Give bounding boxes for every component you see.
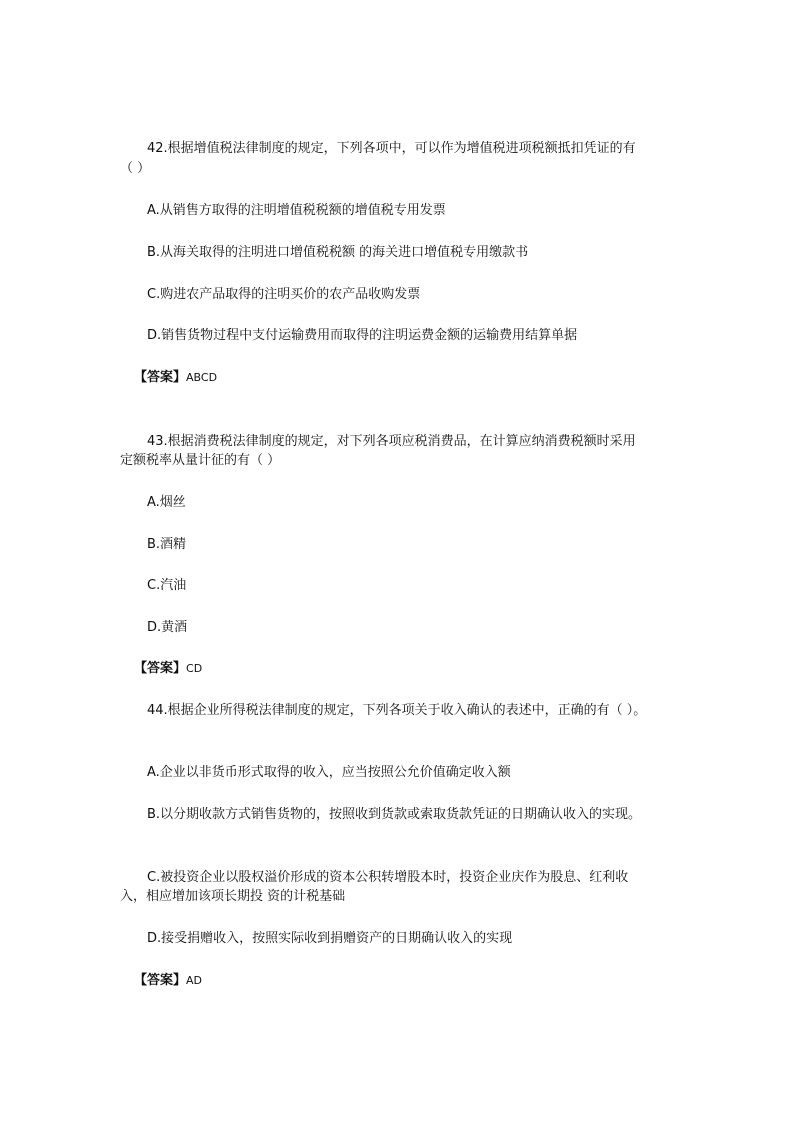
answer-label: 【答案】: [134, 661, 187, 676]
question-44-option-b: B.以分期收款方式销售货物的，按照收到货款或索取货款凭证的日期确认收入的实现。: [147, 807, 642, 822]
question-44-option-a: A.企业以非货币形式取得的收入，应当按照公允价值确定收入额: [147, 765, 511, 780]
question-44-option-c: C.被投资企业以股权溢价形成的资本公积转增股本时，投资企业庆作为股息、红利收: [147, 870, 629, 885]
question-42-option-a: A.从销售方取得的注明增值税税额的增值税专用发票: [147, 203, 446, 218]
question-44-option-d: D.接受捐赠收入，按照实际收到捐赠资产的日期确认收入的实现: [147, 931, 513, 946]
question-43-option-d: D.黄酒: [147, 620, 188, 635]
question-42-answer: [134, 369, 217, 387]
question-44-stem: 44.根据企业所得税法律制度的规定，下列各项关于收入确认的表述中，正确的有（ ）。: [147, 703, 647, 718]
question-42-option-b: B.从海关取得的注明进口增值税税额 的海关进口增值税专用缴款书: [147, 245, 529, 260]
question-44-option-c-continuation: 入，相应增加该项长期投 资的计税基础: [120, 889, 346, 904]
question-43-stem: 43.根据消费税法律制度的规定，对下列各项应税消费品，在计算应纳消费税额时采用: [147, 434, 636, 449]
question-43-option-a: A.烟丝: [147, 495, 186, 510]
question-42-stem: 42.根据增值税法律制度的规定，下列各项中，可以作为增值税进项税额抵扣凭证的有: [147, 141, 636, 156]
question-42-option-d: D.销售货物过程中支付运输费用而取得的注明运费金额的运输费用结算单据: [147, 328, 578, 343]
answer-label: 【答案】: [134, 973, 187, 988]
question-43-answer: [134, 660, 202, 678]
question-43-stem-continuation: 定额税率从量计征的有（ ）: [120, 453, 281, 468]
answer-value: CD: [186, 662, 203, 675]
answer-value: ABCD: [186, 371, 218, 384]
answer-value: AD: [186, 974, 203, 987]
answer-label: 【答案】: [134, 370, 187, 385]
question-44-answer: [134, 972, 202, 990]
question-42-option-c: C.购进农产品取得的注明买价的农产品收购发票: [147, 287, 421, 302]
question-43-option-b: B.酒精: [147, 537, 187, 552]
question-42-stem-continuation: （ ）: [120, 161, 151, 176]
question-43-option-c: C.汽油: [147, 578, 187, 593]
